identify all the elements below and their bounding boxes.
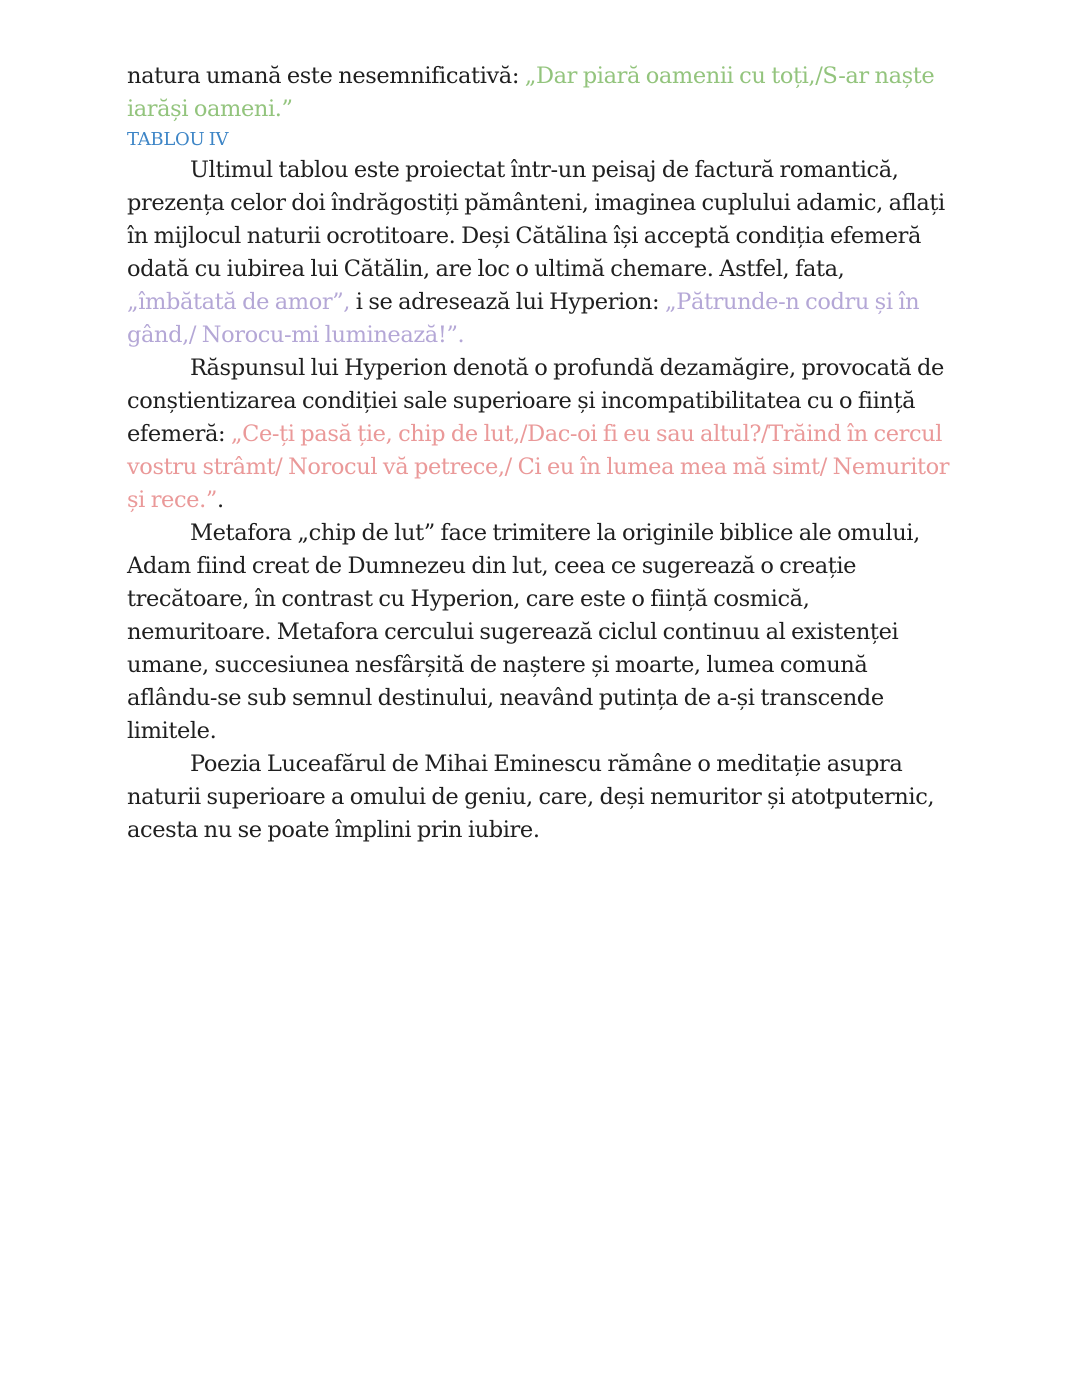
paragraph-metaphor bbox=[127, 517, 957, 748]
quote-chip-de-lut: „Ce-ți pasă ție, chip de lut,/Dac-oi fi eu sau altul?/Trăind în cercul vostru strâmt/ Norocul vă petrece,/ Ci eu în lumea mea mă simt/ Nemuritor și rece.” bbox=[127, 421, 950, 513]
paragraph-text: i se adresează lui Hyperion: bbox=[350, 289, 665, 315]
paragraph-text: Ultimul tablou este proiectat într-un peisaj de factură romantică, prezența celor doi îndrăgostiți pământeni, imaginea cuplului adamic, aflați în mijlocul naturii ocrotitoare. Deși Cătălina își acceptă condiția efemeră odată cu iubirea lui Cătălin, are loc o ultimă chemare. Astfel, fata, bbox=[127, 157, 945, 282]
document-page bbox=[127, 60, 957, 847]
paragraph-conclusion bbox=[127, 748, 957, 847]
paragraph-text: Poezia Luceafărul de Mihai Eminescu rămâne o meditație asupra naturii superioare a omului de geniu, care, deși nemuritor și atotputernic, acesta nu se poate împlini prin iubire. bbox=[127, 751, 935, 843]
quote-patrunde: „Pătrunde-n codru și în gând,/ Norocu-mi luminează!”. bbox=[127, 289, 920, 348]
intro-paragraph bbox=[127, 60, 957, 126]
paragraph-text: Metafora „chip de lut” face trimitere la originile biblice ale omului, Adam fiind creat de Dumnezeu din lut, ceea ce sugerează o creație trecătoare, în contrast cu Hyperion, care este o ființă cosmică, nemuritoare. bbox=[127, 520, 920, 645]
paragraph-text: Răspunsul lui Hyperion denotă o profundă dezamăgire, provocată de conștientizarea condiției sale superioare și incompatibilitatea cu o ființă efemeră: bbox=[127, 355, 944, 447]
section-heading: TABLOU IV bbox=[127, 129, 229, 150]
paragraph-text: Metafora cercului sugerează ciclul continuu al existenței umane, succesiunea nesfârșită de naștere și moarte, lumea comună aflându-se sub semnul destinului, neavând putința de a-și transcende limitele. bbox=[127, 619, 899, 744]
quote-imbatata: „îmbătată de amor”, bbox=[127, 289, 351, 315]
paragraph-final-tableau bbox=[127, 154, 957, 352]
paragraph-hyperion-answer bbox=[127, 352, 957, 517]
intro-quote: „Dar piară oamenii cu toți,/S-ar naște iarăși oameni.” bbox=[127, 63, 935, 122]
paragraph-end: . bbox=[216, 487, 224, 513]
intro-text: natura umană este nesemnificativă: bbox=[127, 63, 525, 89]
